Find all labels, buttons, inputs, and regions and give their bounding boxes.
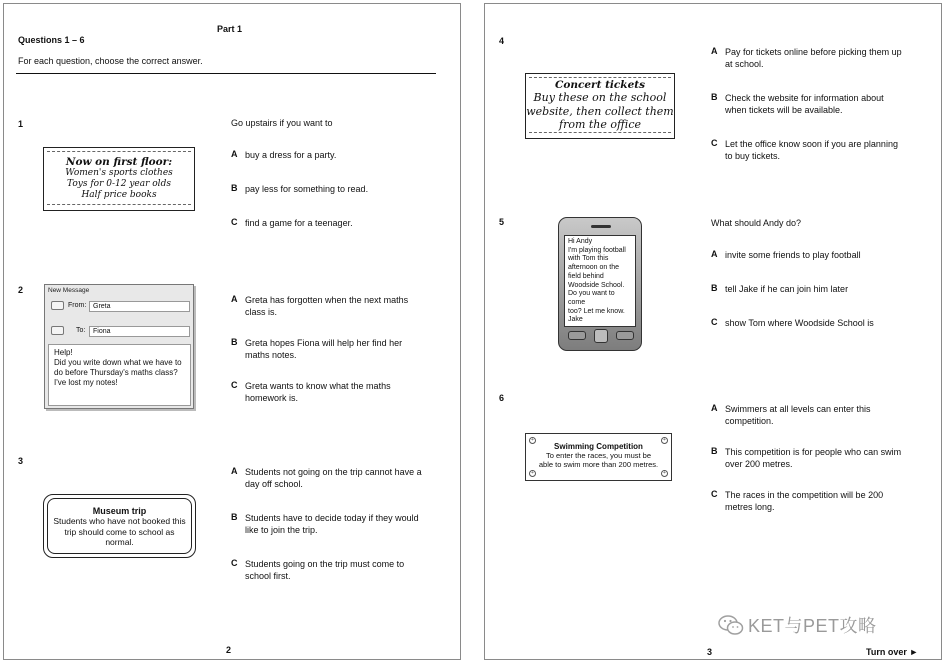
sms-line: I'm playing football bbox=[568, 246, 626, 254]
option-line: class is. bbox=[245, 307, 278, 317]
option-line: like to join the trip. bbox=[245, 525, 318, 535]
notice-line: from the office bbox=[559, 118, 641, 131]
phone-right-button bbox=[616, 331, 634, 340]
option-text[interactable]: invite some friends to play football bbox=[725, 250, 861, 260]
phone-left-button bbox=[568, 331, 586, 340]
option-text[interactable] bbox=[245, 294, 408, 318]
question-prompt: Go upstairs if you want to bbox=[231, 118, 333, 128]
option-text[interactable]: pay less for something to read. bbox=[245, 184, 369, 194]
option-letter: B bbox=[711, 283, 718, 293]
option-letter: A bbox=[711, 249, 718, 259]
email-window bbox=[44, 284, 194, 409]
notice-line: Toys for 0-12 year olds bbox=[67, 179, 171, 189]
option-text[interactable]: find a game for a teenager. bbox=[245, 218, 353, 228]
option-text[interactable] bbox=[245, 337, 402, 361]
option-line: metres long. bbox=[725, 502, 775, 512]
screw-icon: + bbox=[661, 437, 668, 444]
question-number: 3 bbox=[18, 456, 24, 466]
option-letter: B bbox=[231, 337, 238, 347]
sms-line: with Tom this bbox=[568, 255, 609, 263]
option-text[interactable]: buy a dress for a party. bbox=[245, 150, 337, 160]
option-letter: C bbox=[231, 217, 238, 227]
option-line: Students going on the trip must come to bbox=[245, 559, 405, 569]
option-text[interactable] bbox=[725, 489, 883, 513]
option-line: homework is. bbox=[245, 393, 299, 403]
option-line: This competition is for people who can swim bbox=[725, 447, 902, 457]
sms-line: field behind bbox=[568, 272, 604, 280]
option-line: Pay for tickets online before picking them up bbox=[725, 47, 902, 57]
exam-page-right bbox=[484, 3, 942, 660]
option-letter: B bbox=[231, 183, 238, 193]
option-line: maths notes. bbox=[245, 350, 297, 360]
option-letter: C bbox=[231, 558, 238, 568]
option-letter: A bbox=[711, 46, 718, 56]
option-letter: A bbox=[231, 466, 238, 476]
notice-line: normal. bbox=[105, 537, 134, 547]
swimming-sign bbox=[525, 433, 672, 481]
question-prompt: What should Andy do? bbox=[711, 218, 802, 228]
notice-title: Now on first floor: bbox=[65, 156, 173, 168]
from-label: From: bbox=[68, 302, 87, 309]
option-line: The races in the competition will be 200 bbox=[725, 490, 884, 500]
question-number: 2 bbox=[18, 285, 24, 295]
sms-line: Do you want to come bbox=[568, 290, 615, 306]
page-number: 2 bbox=[226, 645, 232, 655]
option-line: over 200 metres. bbox=[725, 459, 793, 469]
option-text[interactable] bbox=[245, 466, 422, 490]
phone-screen bbox=[564, 235, 636, 327]
email-body-line: Help! bbox=[54, 348, 73, 357]
sign-title: Swimming Competition bbox=[554, 442, 643, 451]
option-line: Swimmers at all levels can enter this bbox=[725, 404, 871, 414]
email-body-line: I've lost my notes! bbox=[54, 378, 118, 387]
option-letter: B bbox=[711, 92, 718, 102]
notice-line: website, then collect them bbox=[526, 104, 674, 118]
option-line: Students have to decide today if they would bbox=[245, 513, 419, 523]
option-letter: A bbox=[711, 403, 718, 413]
option-text[interactable] bbox=[725, 446, 901, 470]
question-number: 1 bbox=[18, 119, 24, 129]
sign-line: able to swim more than 200 metres. bbox=[538, 460, 659, 469]
option-line: Check the website for information about bbox=[725, 93, 884, 103]
notice-title: Museum trip bbox=[92, 506, 147, 516]
option-line: to buy tickets. bbox=[725, 151, 781, 161]
mobile-phone bbox=[558, 217, 642, 351]
notice-line: Half price books bbox=[81, 190, 157, 200]
email-body bbox=[48, 344, 191, 406]
sms-line: afternoon on the bbox=[568, 264, 619, 272]
option-text[interactable] bbox=[725, 46, 902, 70]
screw-icon: + bbox=[529, 470, 536, 477]
contact-icon bbox=[51, 326, 64, 335]
option-text[interactable]: show Tom where Woodside School is bbox=[725, 318, 874, 328]
notice-title: Concert tickets bbox=[554, 79, 646, 91]
shop-notice bbox=[43, 147, 195, 211]
contact-icon bbox=[51, 301, 64, 310]
option-letter: C bbox=[711, 317, 718, 327]
email-window-title: New Message bbox=[48, 287, 90, 294]
option-letter: C bbox=[711, 138, 718, 148]
option-letter: C bbox=[711, 489, 718, 499]
exam-page-left bbox=[3, 3, 461, 660]
option-line: Greta wants to know what the maths bbox=[245, 381, 391, 391]
questions-range: Questions 1 – 6 bbox=[18, 35, 85, 45]
notice-line: trip should come to school as bbox=[64, 526, 175, 537]
option-text[interactable] bbox=[725, 138, 898, 162]
option-line: when tickets will be available. bbox=[725, 105, 843, 115]
question-number: 6 bbox=[499, 393, 505, 403]
sms-line: Jake bbox=[568, 316, 583, 324]
option-text[interactable]: tell Jake if he can join him later bbox=[725, 284, 849, 294]
option-text[interactable] bbox=[725, 92, 884, 116]
phone-home-button bbox=[594, 329, 608, 343]
turn-over-label: Turn over ► bbox=[866, 647, 919, 657]
option-letter: A bbox=[231, 294, 238, 304]
part-title: Part 1 bbox=[217, 24, 243, 34]
option-text[interactable] bbox=[725, 403, 871, 427]
notice-line: Women's sports clothes bbox=[65, 168, 173, 178]
option-line: day off school. bbox=[245, 479, 303, 489]
option-line: at school. bbox=[725, 59, 764, 69]
sms-line: too? Let me know. bbox=[568, 307, 625, 315]
instruction-text: For each question, choose the correct answer. bbox=[18, 56, 203, 66]
option-letter: C bbox=[231, 380, 238, 390]
sms-line: Hi Andy bbox=[568, 238, 593, 245]
option-line: Greta has forgotten when the next maths bbox=[245, 295, 409, 305]
option-line: Greta hopes Fiona will help her find her bbox=[245, 338, 403, 348]
notice-line: Buy these on the school bbox=[533, 91, 667, 104]
museum-notice bbox=[43, 494, 196, 558]
from-field: Greta bbox=[89, 301, 190, 312]
to-label: To: bbox=[76, 327, 86, 334]
concert-notice bbox=[525, 73, 675, 139]
option-text[interactable] bbox=[245, 558, 404, 582]
option-letter: B bbox=[711, 446, 718, 456]
sign-line: To enter the races, you must be bbox=[545, 451, 652, 460]
option-text[interactable] bbox=[245, 380, 391, 404]
sms-line: Woodside School. bbox=[568, 281, 625, 289]
option-text[interactable] bbox=[245, 512, 419, 536]
option-line: Let the office know soon if you are planning bbox=[725, 139, 898, 149]
email-body-line: do before Thursday's maths class? bbox=[54, 368, 178, 377]
divider bbox=[16, 73, 436, 74]
to-field: Fiona bbox=[89, 326, 190, 337]
question-number: 5 bbox=[499, 217, 505, 227]
email-body-line: Did you write down what we have to bbox=[54, 358, 182, 367]
phone-speaker bbox=[591, 225, 611, 228]
option-line: competition. bbox=[725, 416, 774, 426]
question-number: 4 bbox=[499, 36, 505, 46]
option-letter: B bbox=[231, 512, 238, 522]
page-number: 3 bbox=[707, 647, 713, 657]
wechat-icon bbox=[718, 614, 744, 636]
option-line: Students not going on the trip cannot have a bbox=[245, 467, 422, 477]
screw-icon: + bbox=[529, 437, 536, 444]
notice-line: Students who have not booked this bbox=[53, 516, 186, 526]
watermark-text: KET与PET攻略 bbox=[748, 616, 877, 636]
screw-icon: + bbox=[661, 470, 668, 477]
option-line: school first. bbox=[245, 571, 291, 581]
option-letter: A bbox=[231, 149, 238, 159]
